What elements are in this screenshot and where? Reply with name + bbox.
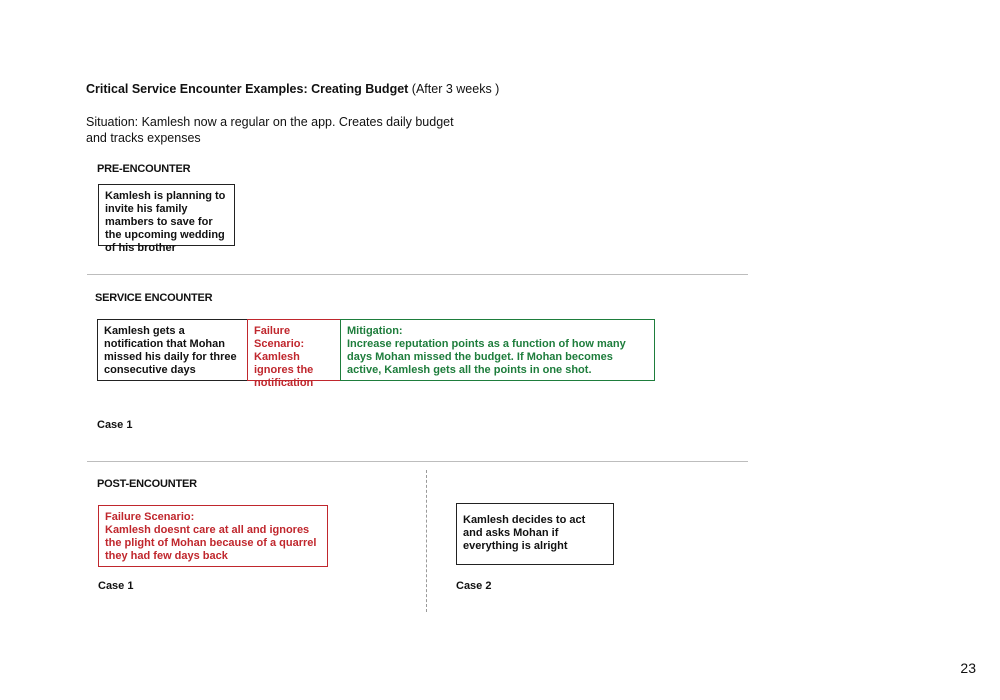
mitigation-box <box>340 319 655 381</box>
title-rest: (After 3 weeks ) <box>408 82 500 96</box>
pre-encounter-box: Kamlesh is planning to invite his family mambers to save for the upcoming wedding of his brother <box>98 184 235 246</box>
page-title <box>86 82 499 96</box>
service-failure-title: Failure Scenario: <box>254 325 305 350</box>
service-encounter-row <box>97 319 655 389</box>
mitigation-title: Mitigation: <box>347 325 403 337</box>
case-divider <box>426 470 427 612</box>
post-case2-label: Case 2 <box>456 580 492 592</box>
post-case2-box: Kamlesh decides to act and asks Mohan if everything is alright <box>456 503 614 565</box>
post-failure-title: Failure Scenario: <box>105 511 195 523</box>
post-encounter-label: POST-ENCOUNTER <box>97 478 197 490</box>
section-divider <box>87 461 748 462</box>
page-number: 23 <box>960 660 976 676</box>
post-failure-box <box>98 505 328 567</box>
section-divider <box>87 274 748 275</box>
service-event-box: Kamlesh gets a notification that Mohan missed his daily for three consecutive days <box>97 319 248 381</box>
service-failure-text: Kamlesh ignores the notification <box>254 351 314 389</box>
title-bold: Critical Service Encounter Examples: Creating Budget <box>86 82 409 96</box>
post-case1-label: Case 1 <box>98 580 134 592</box>
pre-encounter-label: PRE-ENCOUNTER <box>97 163 191 175</box>
service-case-label: Case 1 <box>97 419 133 431</box>
mitigation-text: Increase reputation points as a function of how many days Mohan missed the budget. If Mohan becomes active, Kamlesh gets all the points in one shot. <box>347 338 626 376</box>
service-failure-box <box>247 319 341 389</box>
service-encounter-label: SERVICE ENCOUNTER <box>95 292 213 304</box>
situation-text: Situation: Kamlesh now a regular on the app. Creates daily budget and tracks expenses <box>86 115 454 145</box>
post-failure-text: Kamlesh doesnt care at all and ignores the plight of Mohan because of a quarrel they had few days back <box>105 524 317 562</box>
